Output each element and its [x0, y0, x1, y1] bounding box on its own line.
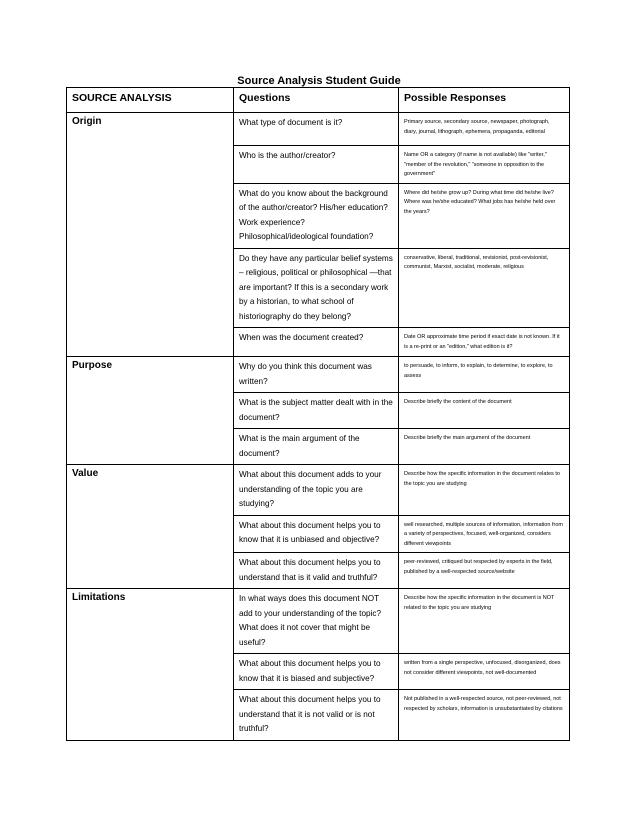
response-cell: Date OR approximate time period if exact date is not known. If it is a re-print or an "edition," what edition is it? — [399, 328, 570, 357]
response-cell: written from a single perspective, unfocused, disorganized, does not consider different viewpoints, not well-documented — [399, 654, 570, 690]
question-cell: Why do you think this document was written? — [234, 357, 399, 393]
response-cell: Describe briefly the content of the document — [399, 393, 570, 429]
response-cell: Primary source, secondary source, newspaper, photograph, diary, journal, lithograph, ephemera, propaganda, editorial — [399, 113, 570, 146]
category-value: Value — [67, 465, 234, 589]
question-cell: When was the document created? — [234, 328, 399, 357]
question-cell: What is the main argument of the document? — [234, 429, 399, 465]
question-cell: What about this document helps you to know that it is unbiased and objective? — [234, 515, 399, 553]
question-cell: What do you know about the background of the author/creator? His/her education? Work experience? Philosophical/ideological foundation? — [234, 183, 399, 248]
table-row — [67, 465, 570, 516]
header-questions: Questions — [234, 88, 399, 113]
category-purpose: Purpose — [67, 357, 234, 465]
question-cell: What is the subject matter dealt with in the document? — [234, 393, 399, 429]
source-analysis-table — [66, 87, 570, 741]
response-cell: Describe briefly the main argument of the document — [399, 429, 570, 465]
response-cell: Not published in a well-respected source, not peer-reviewed, not respected by scholars, information is unsubstantiated by citations — [399, 690, 570, 741]
question-cell: Who is the author/creator? — [234, 146, 399, 184]
response-cell: peer-reviewed, critiqued but respected by experts in the field, published by a well-respected source/website — [399, 553, 570, 589]
question-cell: What type of document is it? — [234, 113, 399, 146]
question-cell: What about this document adds to your understanding of the topic you are studying? — [234, 465, 399, 516]
question-cell: Do they have any particular belief systems – religious, political or philosophical —that are important? If this is a secondary work by a historian, to what school of historiography do they belong? — [234, 248, 399, 328]
response-cell: Describe how the specific information in the document is NOT related to the topic you are studying — [399, 589, 570, 654]
table-row — [67, 589, 570, 654]
response-cell: Where did he/she grow up? During what time did he/she live? Where was he/she educated? What jobs has he/she held over the years? — [399, 183, 570, 248]
table-row — [67, 113, 570, 146]
question-cell: What about this document helps you to understand that is it valid and truthful? — [234, 553, 399, 589]
document-title: Source Analysis Student Guide — [237, 75, 401, 87]
response-cell: Name OR a category (if name is not available) like "writer," "member of the revolution," "someone in opposition to the government" — [399, 146, 570, 184]
response-cell: to persuade, to inform, to explain, to determine, to explore, to assess — [399, 357, 570, 393]
table-header-row — [67, 88, 570, 113]
category-limitations: Limitations — [67, 589, 234, 741]
response-cell: conservative, liberal, traditional, revisionist, post-revisionist, communist, Marxist, socialist, moderate, religious — [399, 248, 570, 328]
category-origin: Origin — [67, 113, 234, 357]
response-cell: well researched, multiple sources of information, information from a variety of perspectives, focused, well-organized, considers different viewpoints — [399, 515, 570, 553]
table-row — [67, 357, 570, 393]
response-cell: Describe how the specific information in the document relates to the topic you are studying — [399, 465, 570, 516]
header-source-analysis: SOURCE ANALYSIS — [67, 88, 234, 113]
question-cell: What about this document helps you to know that it is biased and subjective? — [234, 654, 399, 690]
question-cell: What about this document helps you to understand that it is not valid or is not truthful? — [234, 690, 399, 741]
header-possible-responses: Possible Responses — [399, 88, 570, 113]
question-cell: In what ways does this document NOT add to your understanding of the topic? What does it not cover that might be useful? — [234, 589, 399, 654]
